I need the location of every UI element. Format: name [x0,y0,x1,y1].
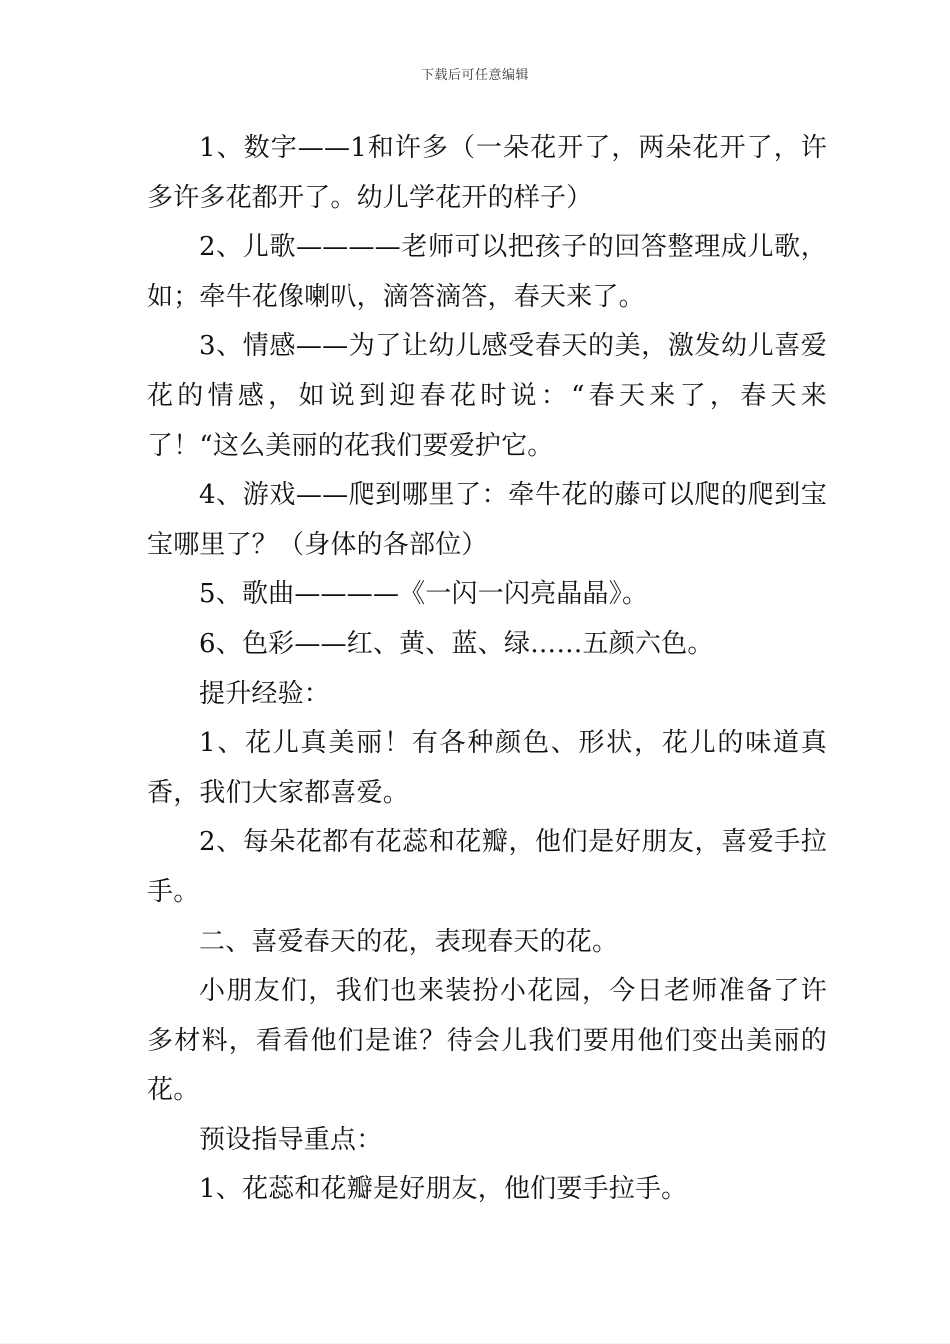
paragraph-experience-1: 1、花儿真美丽！有各种颜色、形状，花儿的味道真香，我们大家都喜爱。 [147,728,827,808]
paragraph-guidance-1: 1、花蕊和花瓣是好朋友，他们要手拉手。 [199,1174,688,1205]
paragraph-colors: 6、色彩——红、黄、蓝、绿……五颜六色。 [199,628,714,659]
section-heading-experience: 提升经验： [199,678,331,709]
section-heading-guidance: 预设指导重点： [199,1124,383,1155]
paragraph-emotion: 3、情感——为了让幼儿感受春天的美，激发幼儿喜爱花的情感，如说到迎春花时说：“春天来了，春天来了！“这么美丽的花我们要爱护它。 [147,331,827,461]
paragraph-garden-intro: 小朋友们，我们也来装扮小花园，今日老师准备了许多材料，看看他们是谁？待会儿我们要用他们变出美丽的花。 [147,976,827,1106]
paragraph-numbers: 1、数字——1和许多（一朵花开了，两朵花开了，许多许多花都开了。幼儿学花开的样子） [147,133,827,213]
paragraph-game: 4、游戏——爬到哪里了：牵牛花的藤可以爬的爬到宝宝哪里了？（身体的各部位） [147,480,827,560]
section-heading-part-two: 二、喜爱春天的花，表现春天的花。 [199,926,619,957]
paragraph-nursery-rhyme: 2、儿歌————老师可以把孩子的回答整理成儿歌，如；牵牛花像喇叭，滴答滴答，春天来了。 [147,232,827,312]
paragraph-song: 5、歌曲————《一闪一闪亮晶晶》。 [199,579,649,610]
paragraph-experience-2: 2、每朵花都有花蕊和花瓣，他们是好朋友，喜爱手拉手。 [147,827,827,907]
document-body [147,124,827,1215]
page-header: 下载后可任意编辑 [420,68,529,83]
